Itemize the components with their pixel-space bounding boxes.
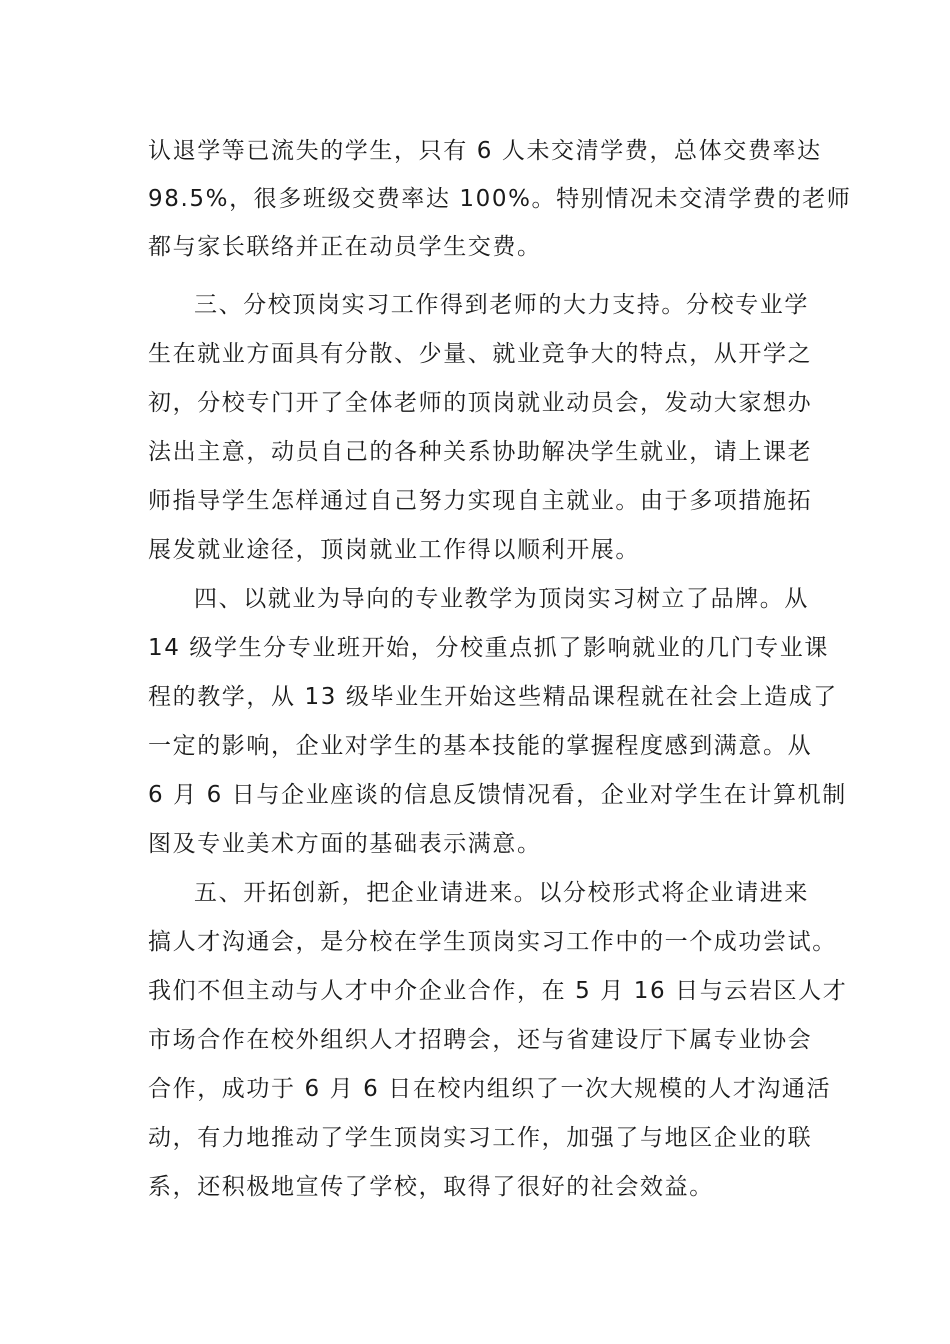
- text-line: 市场合作在校外组织人才招聘会，还与省建设厅下属专业协会: [148, 1027, 813, 1053]
- text-line: 图及专业美术方面的基础表示满意。: [148, 831, 542, 857]
- text-line: 一定的影响，企业对学生的基本技能的掌握程度感到满意。从: [148, 733, 813, 759]
- text-line: 6 月 6 日与企业座谈的信息反馈情况看，企业对学生在计算机制: [148, 782, 847, 808]
- text-line: 搞人才沟通会，是分校在学生顶岗实习工作中的一个成功尝试。: [148, 929, 837, 955]
- text-line: 14 级学生分专业班开始，分校重点抓了影响就业的几门专业课: [148, 635, 829, 661]
- text-line: 动，有力地推动了学生顶岗实习工作，加强了与地区企业的联: [148, 1125, 813, 1151]
- text-line: 系，还积极地宣传了学校，取得了很好的社会效益。: [148, 1174, 714, 1200]
- text-line: 师指导学生怎样通过自己努力实现自主就业。由于多项措施拓: [148, 488, 813, 514]
- text-line: 五、开拓创新，把企业请进来。以分校形式将企业请进来: [194, 880, 809, 906]
- text-line: 初，分校专门开了全体老师的顶岗就业动员会，发动大家想办: [148, 390, 813, 416]
- text-line: 合作，成功于 6 月 6 日在校内组织了一次大规模的人才沟通活: [148, 1076, 832, 1102]
- text-line: 三、分校顶岗实习工作得到老师的大力支持。分校专业学: [194, 292, 809, 318]
- text-line: 程的教学，从 13 级毕业生开始这些精品课程就在社会上造成了: [148, 684, 838, 710]
- text-line: 98.5%，很多班级交费率达 100%。特别情况未交清学费的老师: [148, 186, 852, 212]
- text-line: 生在就业方面具有分散、少量、就业竞争大的特点，从开学之: [148, 341, 813, 367]
- text-line: 法出主意，动员自己的各种关系协助解决学生就业，请上课老: [148, 439, 813, 465]
- text-line: 都与家长联络并正在动员学生交费。: [148, 234, 542, 260]
- text-line: 认退学等已流失的学生，只有 6 人未交清学费，总体交费率达: [148, 138, 822, 164]
- text-line: 四、以就业为导向的专业教学为顶岗实习树立了品牌。从: [194, 586, 809, 612]
- text-line: 展发就业途径，顶岗就业工作得以顺利开展。: [148, 537, 640, 563]
- text-line: 我们不但主动与人才中介企业合作，在 5 月 16 日与云岩区人才: [148, 978, 848, 1004]
